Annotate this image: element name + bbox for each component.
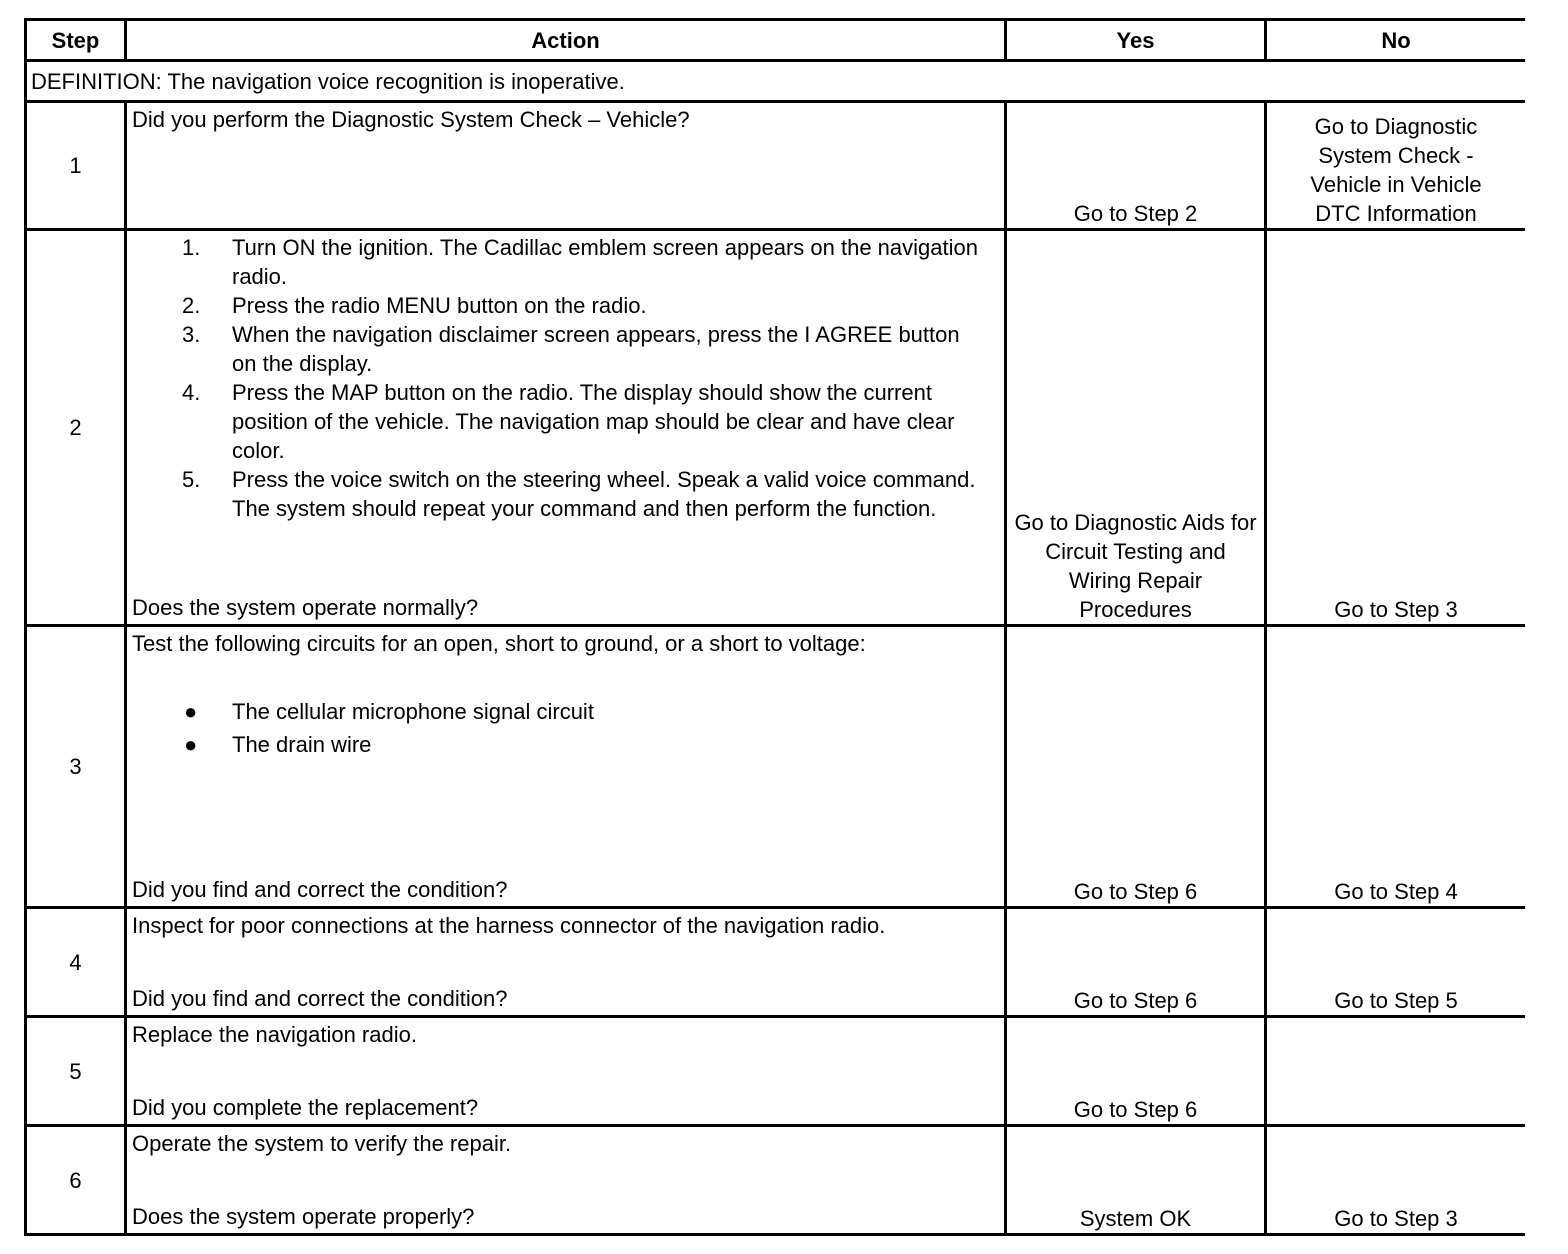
- action-text: Test the following circuits for an open, short to ground, or a short to voltage:: [132, 631, 866, 656]
- item-text: Press the voice switch on the steering wheel. Speak a valid voice command. The system should repeat your command and then perform the function.: [232, 467, 976, 521]
- yes-cell: System OK: [1007, 1127, 1264, 1233]
- item-text: When the navigation disclaimer screen appears, press the I AGREE button on the display.: [232, 322, 960, 376]
- bullet-icon: ●: [184, 732, 198, 757]
- action-text: Inspect for poor connections at the harness connector of the navigation radio.: [132, 913, 886, 938]
- step-number: 2: [27, 231, 124, 624]
- action-cell: [127, 231, 1004, 624]
- question-text: Did you complete the replacement?: [132, 1095, 479, 1120]
- action-cell: [127, 909, 1004, 1015]
- step-number: 1: [27, 103, 124, 228]
- no-cell: Go to Step 3: [1267, 231, 1525, 624]
- item-text: The cellular microphone signal circuit: [232, 699, 594, 724]
- no-cell: Go to Step 5: [1267, 909, 1525, 1015]
- no-cell: [1267, 1018, 1525, 1124]
- step-number: 3: [27, 627, 124, 906]
- header-no: No: [1267, 21, 1525, 59]
- header-yes: Yes: [1007, 21, 1264, 59]
- header-step: Step: [27, 21, 124, 59]
- item-number: 2.: [182, 293, 201, 318]
- question-text: Did you find and correct the condition?: [132, 877, 508, 902]
- item-text: Press the radio MENU button on the radio.: [232, 293, 647, 318]
- list-item: [132, 233, 990, 291]
- header-action: Action: [127, 21, 1004, 59]
- no-cell: Go to Diagnostic System Check - Vehicle in Vehicle DTC Information: [1267, 103, 1525, 228]
- yes-cell: Go to Step 2: [1007, 103, 1264, 228]
- item-number: 3.: [182, 322, 201, 347]
- yes-cell: Go to Diagnostic Aids for Circuit Testing and Wiring Repair Procedures: [1007, 231, 1264, 624]
- step-number: 6: [27, 1127, 124, 1233]
- item-text: Turn ON the ignition. The Cadillac emblem screen appears on the navigation radio.: [232, 235, 978, 289]
- list-item: [132, 378, 990, 465]
- action-text: Replace the navigation radio.: [132, 1022, 417, 1047]
- item-text: Press the MAP button on the radio. The display should show the current position of the vehicle. The navigation map should be clear and have clear color.: [232, 380, 955, 463]
- question-text: Does the system operate normally?: [132, 595, 479, 620]
- list-item: [132, 697, 999, 726]
- definition: DEFINITION: The navigation voice recognition is inoperative.: [27, 62, 1525, 100]
- no-cell: Go to Step 4: [1267, 627, 1525, 906]
- circuit-list: [132, 697, 999, 759]
- yes-cell: Go to Step 6: [1007, 627, 1264, 906]
- action-cell: [127, 1127, 1004, 1233]
- item-number: 1.: [182, 235, 201, 260]
- yes-cell: Go to Step 6: [1007, 1018, 1264, 1124]
- item-number: 4.: [182, 380, 201, 405]
- list-item: [132, 320, 990, 378]
- list-item: [132, 730, 999, 759]
- action-text: Operate the system to verify the repair.: [132, 1131, 512, 1156]
- yes-cell: Go to Step 6: [1007, 909, 1264, 1015]
- bullet-icon: ●: [184, 699, 198, 724]
- action-text: Did you perform the Diagnostic System Check – Vehicle?: [132, 107, 690, 132]
- item-number: 5.: [182, 467, 201, 492]
- question-text: Did you find and correct the condition?: [132, 986, 508, 1011]
- item-text: The drain wire: [232, 732, 372, 757]
- action-cell: [127, 103, 1004, 228]
- diagnostic-table: [24, 18, 1525, 1236]
- action-cell: [127, 627, 1004, 906]
- action-cell: [127, 1018, 1004, 1124]
- step-number: 5: [27, 1018, 124, 1124]
- list-item: [132, 465, 990, 523]
- list-item: [132, 291, 990, 320]
- no-cell: Go to Step 3: [1267, 1127, 1525, 1233]
- procedure-list: [132, 233, 990, 523]
- step-number: 4: [27, 909, 124, 1015]
- question-text: Does the system operate properly?: [132, 1204, 475, 1229]
